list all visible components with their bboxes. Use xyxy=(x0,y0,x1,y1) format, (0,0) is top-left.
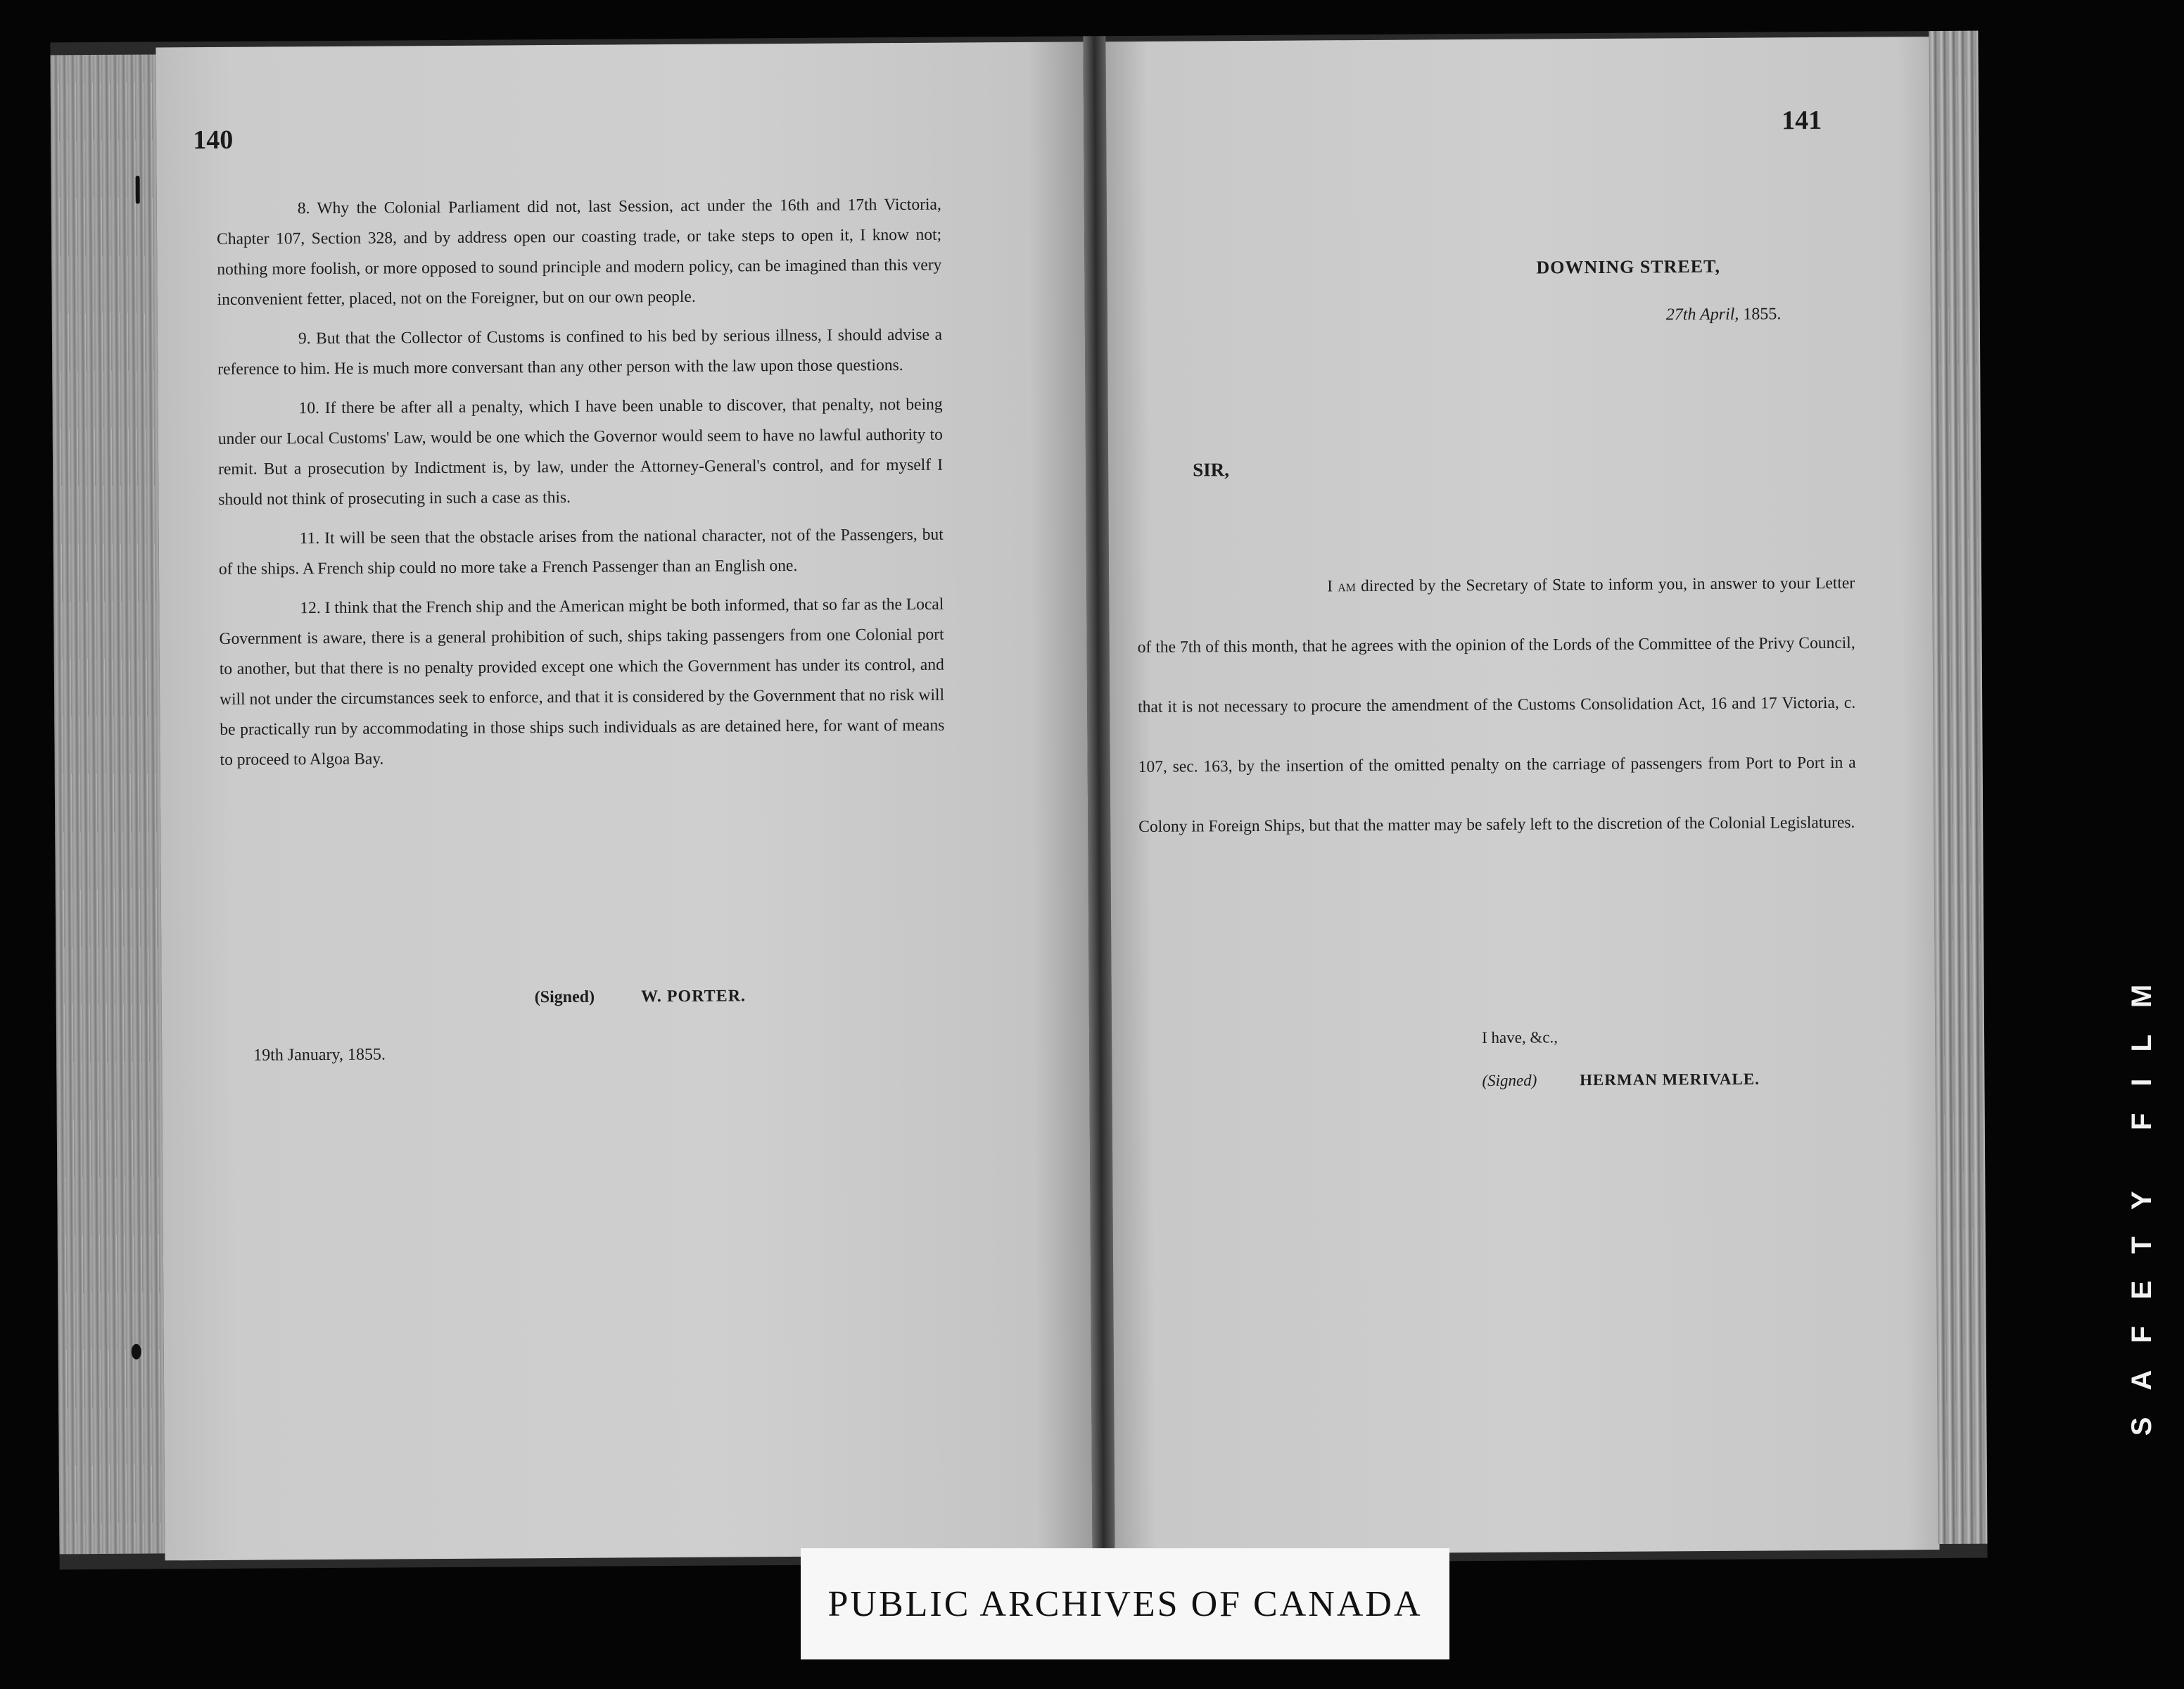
letter-date-left: 19th January, 1855. xyxy=(253,1045,386,1065)
right-page-edges xyxy=(1929,31,1987,1544)
page-number-left: 140 xyxy=(193,125,234,156)
paragraph-12: 12. I think that the French ship and the American might be both informed, that so far as the Local Government is aware, there is a general prohibition of such, ships taking passengers from one Colonial port to another, but that there is no penalty provided except one which the Government has under its control, and will not under the circumstances seek to enforce, and that it is considered by the Government that no risk will be practically run by accommodating in those ships such individuals as are detained here, for want of means to proceed to Algoa Bay. xyxy=(219,595,945,769)
body-small-caps: am xyxy=(1338,577,1357,596)
closing: I have, &c., xyxy=(1481,1028,1558,1046)
signer-name: HERMAN MERIVALE. xyxy=(1580,1070,1760,1089)
archive-label-text: PUBLIC ARCHIVES OF CANADA xyxy=(827,1583,1423,1624)
open-book xyxy=(50,31,1987,1570)
film-edge-text: SAFETY FILM xyxy=(2126,957,2158,1436)
paragraph-8: 8. Why the Colonial Parliament did not, last Session, act under the 16th and 17th Victoria, Chapter 107, Section 328, and by address open our coasting trade, or take steps to open it, I know not; nothing more foolish, or more opposed to sound principle and modern policy, can be imagined than this very inconvenient fetter, placed, not on the Foreigner, but on our own people. xyxy=(217,195,942,309)
salutation: SIR, xyxy=(1193,459,1230,481)
body-first-word: I xyxy=(1327,577,1333,596)
signed-label: (Signed) xyxy=(534,987,595,1007)
left-page-edges xyxy=(51,54,165,1554)
right-page-body xyxy=(1137,554,1857,857)
merivale-signature xyxy=(1482,1070,1760,1090)
signer-name: W. PORTER. xyxy=(640,987,747,1006)
letter-date-right xyxy=(1666,305,1782,324)
archive-label xyxy=(801,1548,1449,1659)
letter-paragraph xyxy=(1137,554,1857,857)
film-edge-marking xyxy=(2104,725,2181,1668)
paragraph-11: 11. It will be seen that the obstacle arises from the national character, not of the Passengers, but of the ships. A French ship could no more take a French Passenger than an English one. xyxy=(218,525,944,578)
date-day: 27th April, xyxy=(1665,305,1739,324)
sender-address: DOWNING STREET, xyxy=(1536,255,1721,278)
paragraph-10: 10. If there be after all a penalty, which I have been unable to discover, that penalty, not being under our Local Customs' Law, would be one which the Governor would seem to have no lawful authority to remit. But a prosecution by Indictment is, by law, under the Attorney-General's control, and for myself I should not think of prosecuting in such a case as this. xyxy=(217,395,944,509)
scan-speck xyxy=(132,1344,141,1360)
body-rest: directed by the Secretary of State to inform you, in answer to your Letter of the 7th of this month, that he agrees with the opinion of the Lords of the Committee of the Privy Council, that it is not necessary to procure the amendment of the Customs Consolidation Act, 16 and 17 Victoria, c. 107, sec. 163, by the insertion of the omitted penalty on the carriage of passengers from Port to Port in a Colony in Foreign Ships, but that the matter may be safely left to the discretion of the Colonial Legislatures. xyxy=(1137,574,1856,836)
paragraph-9: 9. But that the Collector of Customs is confined to his bed by serious illness, I should advise a reference to him. He is much more conversant than any other person with the law upon those questions. xyxy=(217,325,943,379)
scan-speck xyxy=(136,176,140,204)
porter-signature xyxy=(535,987,746,1007)
date-year: 1855. xyxy=(1743,305,1782,324)
signed-label: (Signed) xyxy=(1482,1071,1537,1089)
left-page-body xyxy=(217,190,945,785)
page-number-right: 141 xyxy=(1781,106,1822,136)
